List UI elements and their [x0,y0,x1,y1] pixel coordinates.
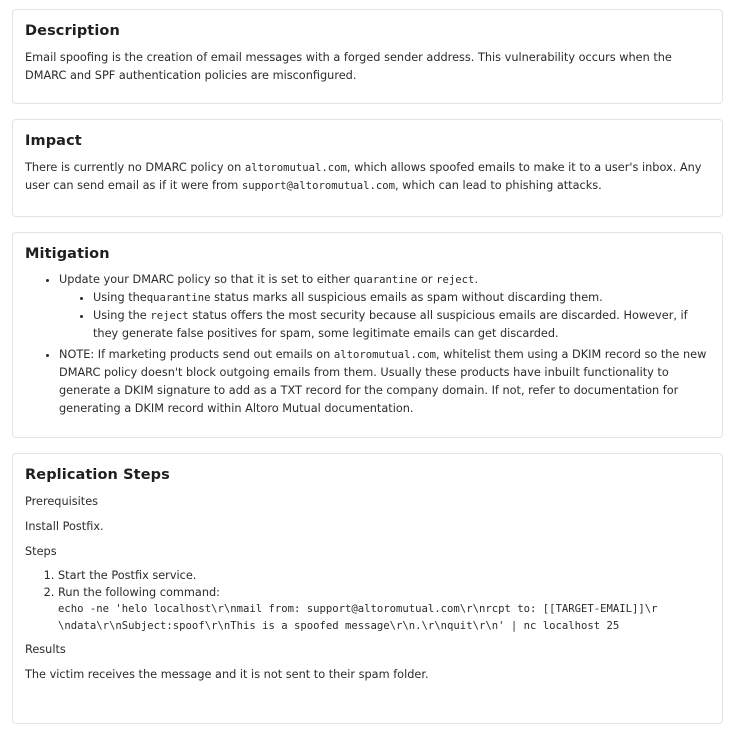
description-heading: Description [25,23,120,39]
mitigation-text: Update your DMARC policy so that it is set to either [59,273,354,286]
mitigation-sublist [59,289,710,343]
mitigation-text: Using the [93,291,147,304]
domain-code: altoromutual.com [333,349,436,361]
reject-code: reject [436,274,475,286]
results-text: The victim receives the message and it is not sent to their spam folder. [25,668,429,681]
quarantine-code: quarantine [353,274,418,286]
results-label: Results [25,643,66,656]
steps-label: Steps [25,545,57,558]
mitigation-text: , whitelist them using a DKIM record so the new DMARC policy doesn't block outgoing emails from them. Usually these products have inbuilt functionality to generate a DKIM signature to add as a TXT record for the company domain. If not, refer to documentation for generating a DKIM record within Altoro Mutual documentation. [59,348,707,415]
impact-heading: Impact [25,133,82,149]
description-text: Email spoofing is the creation of email messages with a forged sender address. This vulnerability occurs when the DMARC and SPF authentication policies are misconfigured. [25,51,672,82]
impact-text-part: There is currently no DMARC policy on [25,161,245,174]
prerequisites-label: Prerequisites [25,495,99,508]
replication-heading: Replication Steps [25,467,170,483]
mitigation-text: status offers the most security because all suspicious emails are discarded. However, if they generate false positives for spam, some legitimate emails can get discarded. [93,309,688,340]
mitigation-text: NOTE: If marketing products send out emails on [59,348,334,361]
mitigation-item [59,346,710,418]
step-item: 1. Start the Postfix service. [58,567,710,584]
impact-text-part: , which allows spoofed emails to make it to a user's inbox. Any user can send email as if it were from [25,161,702,192]
mitigation-subitem [93,307,710,343]
step-item [58,584,710,634]
quarantine-code: quarantine [146,292,211,304]
mitigation-text: or [417,273,437,286]
description-card [12,9,723,104]
mitigation-text: status marks all suspicious emails as spam without discarding them. [210,291,603,304]
step-text: Run the following command: [58,586,220,599]
mitigation-list [25,271,710,418]
domain-code: altoromutual.com [244,162,347,174]
impact-card [12,119,723,217]
impact-text-part: , which can lead to phishing attacks. [394,179,602,192]
prerequisites-text: Install Postfix. [25,520,104,533]
mitigation-card [12,232,723,438]
command-code: echo -ne 'helo localhost\r\nmail from: support@altoromutual.com\r\nrcpt to: [[TARGET-EMAIL]]\r\ndata\r\nSubject:spoof\r\nThis is a spoofed message\r\n.\r\nquit\r\n' | nc localhost 25 [58,603,658,632]
steps-list [25,567,710,634]
reject-code: reject [150,310,189,322]
email-code: support@altoromutual.com [241,180,395,192]
mitigation-subitem [93,289,710,307]
mitigation-text: Using the [93,309,151,322]
mitigation-heading: Mitigation [25,246,110,262]
impact-text [25,159,710,195]
replication-card [12,453,723,724]
mitigation-item [59,271,710,343]
mitigation-text: . [474,273,479,286]
